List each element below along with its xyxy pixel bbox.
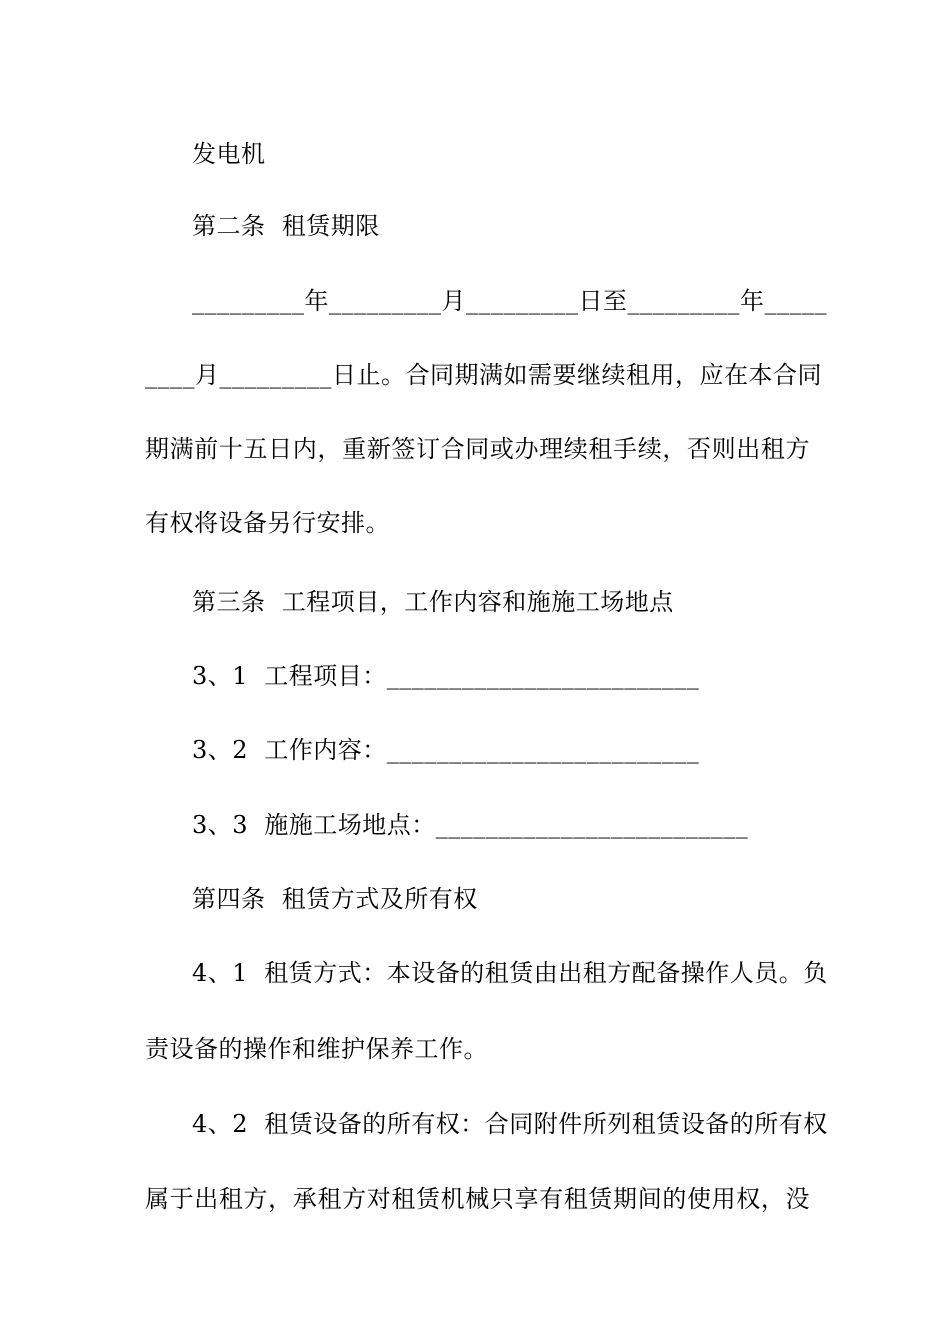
doc-heading-article-2: 第二条 租赁期限: [192, 212, 380, 240]
doc-heading-article-3: 第三条 工程项目，工作内容和施施工场地点: [192, 588, 674, 616]
doc-line-ownership-1: 4、2 租赁设备的所有权：合同附件所列租赁设备的所有权: [192, 1110, 828, 1138]
doc-line-lease-period-1: _________年_________月_________日至_________年_____: [192, 287, 827, 315]
doc-line-lease-method-1: 4、1 租赁方式：本设备的租赁由出租方配备操作人员。负: [192, 959, 828, 987]
doc-line-lease-period-3: 期满前十五日内，重新签订合同或办理续租手续，否则出租方: [145, 435, 810, 463]
doc-line-lease-method-2: 责设备的操作和维护保养工作。: [145, 1035, 488, 1063]
doc-line-lease-period-4: 有权将设备另行安排。: [145, 509, 390, 537]
doc-line-equipment-name: 发电机: [192, 140, 266, 168]
doc-line-site-location: 3、3 施施工场地点：_________________________: [192, 811, 749, 839]
doc-line-project: 3、1 工程项目：_________________________: [192, 662, 700, 690]
doc-heading-article-4: 第四条 租赁方式及所有权: [192, 885, 478, 913]
doc-line-ownership-2: 属于出租方，承租方对租赁机械只享有租赁期间的使用权，没: [145, 1185, 810, 1213]
doc-line-work-content: 3、2 工作内容：_________________________: [192, 736, 700, 764]
doc-line-lease-period-2: ____月_________日止。合同期满如需要继续租用，应在本合同: [145, 361, 822, 389]
